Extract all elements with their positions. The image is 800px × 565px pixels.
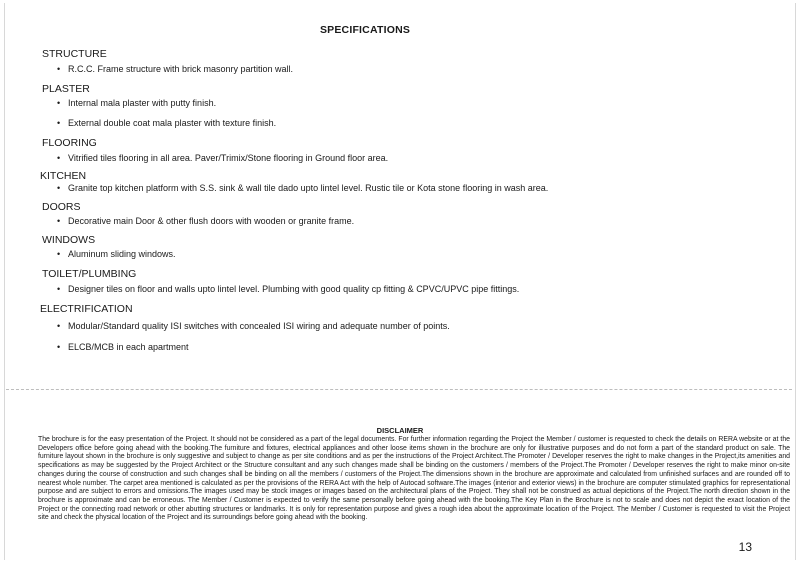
bullet-icon: • [57,216,61,226]
page-number: 13 [738,540,752,554]
list-item-text: Aluminum sliding windows. [68,249,176,259]
bullet-icon: • [57,98,61,108]
section-divider [6,389,792,390]
list-item [57,118,276,128]
section-heading-plaster: PLASTER [42,83,90,95]
bullet-icon: • [57,284,61,294]
list-item-text: Granite top kitchen platform with S.S. sink & wall tile dado upto lintel level. Rustic tile or Kota stone flooring in wash area. [68,183,549,193]
list-item-text: Designer tiles on floor and walls upto lintel level. Plumbing with good quality cp fitting & CPVC/UPVC pipe fittings. [68,284,520,294]
list-item-text: ELCB/MCB in each apartment [68,342,189,352]
list-item-text: Internal mala plaster with putty finish. [68,98,217,108]
list-item [57,249,176,259]
bullet-icon: • [57,321,61,331]
list-item-text: Modular/Standard quality ISI switches with concealed ISI wiring and adequate number of points. [68,321,450,331]
list-item [57,183,548,193]
bullet-icon: • [57,342,61,352]
list-item-text: R.C.C. Frame structure with brick masonry partition wall. [68,64,294,74]
list-item [57,284,519,294]
disclaimer-text: The brochure is for the easy presentation of the Project. It should not be considered as a part of the legal documents. For further information regarding the Project the Member / customer is requested to check the details on RERA website or at the Developers office before going ahead with the booking.The furniture and fixtures, electrical appliances and other loose items shown in the brochure are only for illustrative purposes and do not form a part of the standard product on sale. The furniture layout shown in the brochure is only suggestive and subject to change as per site conditions and as per the instructions of the Project Architect.The Promoter / Developer reserves the right to make changes in the Project,its amenities and specifications as may be suggested by the Project Architect or the Structure consultant and any such changes made shall be binding on the customers / members of the Project.The Promoter / Developer reserves the right to make minor on-site changes during the course of construction and such changes shall be binding on all the members / customers of the Project.The dimensions shown in the brochure are approximate and calculated from unfinished surfaces and are rounded off to nearest whole number. The carpet area mentioned is calculated as per the provisions of the RERA Act with the help of Autocad software.The images (interior and exterior views) in the brochure are computer stimulated graphics for representational purpose and are subject to errors and omissions.The images used may be stock images or images based on the architectural plans of the Project. They shall not be construed as actual depictions of the Project.The north direction shown in the brochure is approximate and can be erroneous. The Member / Customer is expected to verify the same personally before going ahead with the booking.The Key Plan in the Brochure is not to scale and does not depict the exact location of the Project or the connecting road network or other abutting structures or landmarks. It is only for representation purpose and gives a rough idea about the approximate location of the Project. The Member / Customer is requested to visit the Project site and check the physical location of the Project and its surroundings before going ahead with the booking. [38,436,790,522]
bullet-icon: • [57,249,61,259]
bullet-icon: • [57,118,61,128]
list-item [57,64,293,74]
list-item [57,216,354,226]
list-item-text: External double coat mala plaster with texture finish. [68,118,277,128]
list-item-text: Vitrified tiles flooring in all area. Paver/Trimix/Stone flooring in Ground floor area. [68,153,389,163]
section-heading-kitchen: KITCHEN [40,170,87,182]
section-heading-structure: STRUCTURE [42,48,107,60]
section-heading-windows: WINDOWS [42,234,96,246]
list-item [57,153,388,163]
section-heading-flooring: FLOORING [42,137,97,149]
section-heading-toilet-plumbing: TOILET/PLUMBING [42,268,137,280]
list-item-text: Decorative main Door & other flush doors with wooden or granite frame. [68,216,355,226]
list-item [57,98,216,108]
disclaimer-title: DISCLAIMER [376,426,424,435]
page-title: SPECIFICATIONS [319,24,411,36]
bullet-icon: • [57,153,61,163]
bullet-icon: • [57,64,61,74]
list-item [57,342,189,352]
list-item [57,321,450,331]
section-heading-electrification: ELECTRIFICATION [40,303,133,315]
section-heading-doors: DOORS [42,201,81,213]
bullet-icon: • [57,183,61,193]
